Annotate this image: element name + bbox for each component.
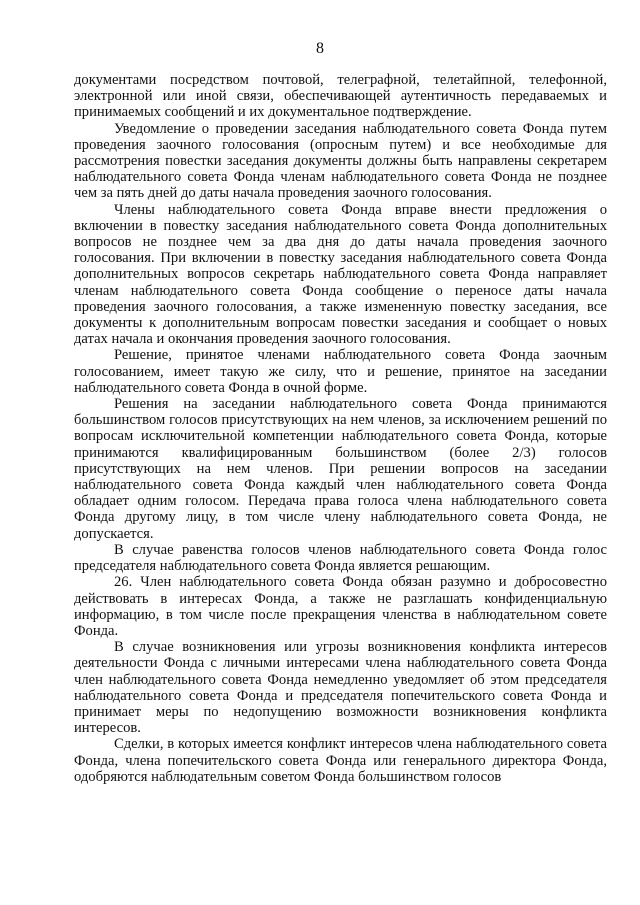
paragraph-2: Уведомление о проведении заседания наблюдательного совета Фонда путем проведения заочного голосования (опросным путем) и все необходимые для рассмотрения повестки заседания документы должны быть направлены секретарем наблюдательного совета Фонда членам наблюдательного совета Фонда не позднее чем за пять дней до даты начала проведения заочного голосования. [74,120,607,202]
document-body [74,72,607,785]
page-number: 8 [316,40,324,57]
paragraph-3: Члены наблюдательного совета Фонда вправе внести предложения о включении в повестку заседания наблюдательного совета Фонда дополнительных вопросов не позднее чем за два дня до даты начала проведения заочного голосования. При включении в повестку заседания наблюдательного совета Фонда дополнительных вопросов секретарь наблюдательного совета Фонда направляет членам наблюдательного совета Фонда сообщение о переносе даты начала проведения заочного голосования, а также измененную повестку заседания, все документы к дополнительным вопросам повестки заседания и сообщает о новых датах начала и окончания проведения заочного голосования. [74,201,607,348]
paragraph-4: Решение, принятое членами наблюдательного совета Фонда заочным голосованием, имеет такую же силу, что и решение, принятое на заседании наблюдательного совета Фонда в очной форме. [74,347,607,396]
paragraph-9: Сделки, в которых имеется конфликт интересов члена наблюдательного совета Фонда, члена попечительского совета Фонда или генерального директора Фонда, одобряются наблюдательным советом Фонда большинством голосов [74,736,607,785]
paragraph-6: В случае равенства голосов членов наблюдательного совета Фонда голос председателя наблюдательного совета Фонда является решающим. [74,541,607,575]
paragraph-1: документами посредством почтовой, телеграфной, телетайпной, телефонной, электронной или иной связи, обеспечивающей аутентичность передаваемых и принимаемых сообщений и их документальное подтверждение. [74,72,607,121]
paragraph-8: В случае возникновения или угрозы возникновения конфликта интересов деятельности Фонда с личными интересами члена наблюдательного совета Фонда член наблюдательного совета Фонда немедленно уведомляет об этом председателя наблюдательного совета Фонда и председателя попечительского совета Фонда и принимает меры по недопущению возможности возникновения конфликта интересов. [74,639,607,737]
paragraph-7: 26. Член наблюдательного совета Фонда обязан разумно и добросовестно действовать в интересах Фонда, а также не разглашать конфиденциальную информацию, в том числе после прекращения членства в наблюдательном совете Фонда. [74,574,607,639]
paragraph-5: Решения на заседании наблюдательного совета Фонда принимаются большинством голосов присутствующих на нем членов, за исключением решений по вопросам исключительной компетенции наблюдательного совета Фонда, которые принимаются квалифицированным большинством (более 2/3) голосов присутствующих на нем членов. При решении вопросов на заседании наблюдательного совета Фонда каждый член наблюдательного совета Фонда обладает одним голосом. Передача права голоса члена наблюдательного совета Фонда другому лицу, в том числе члену наблюдательного совета Фонда, не допускается. [74,396,607,542]
